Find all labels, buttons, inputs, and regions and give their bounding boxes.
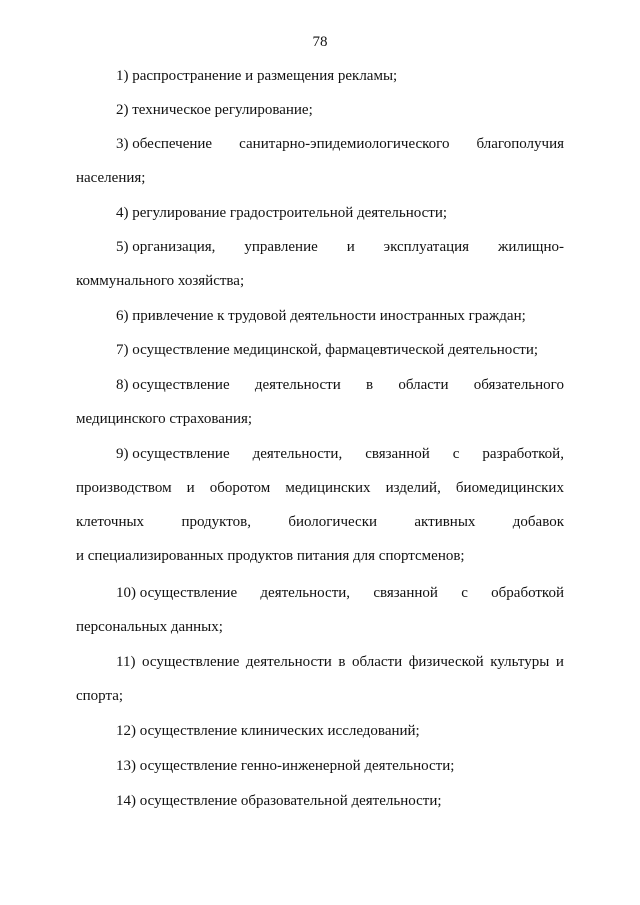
- list-item-11: 11) осуществление деятельности в области физической культуры и спорта;: [76, 645, 564, 713]
- list-item-5-line-1: 5) организация, управление и эксплуатация жилищно-: [116, 239, 564, 255]
- list-item-14: 14) осуществление образовательной деятельности;: [116, 793, 442, 809]
- list-item-9-line-2: производством и оборотом медицинских изделий, биомедицинских: [76, 480, 564, 496]
- list-item-8-line-1: 8) осуществление деятельности в области обязательного: [116, 377, 564, 393]
- list-item-3-line-1: 3) обеспечение санитарно-эпидемиологического благополучия: [116, 136, 564, 152]
- list-item-4: 4) регулирование градостроительной деятельности;: [116, 205, 448, 221]
- list-item-11-line-1: 11) осуществление деятельности в области физической культуры и: [116, 654, 564, 670]
- list-item-10: 10) осуществление деятельности, связанной с обработкой персональных данных;: [76, 576, 564, 644]
- list-item-5: 5) организация, управление и эксплуатация жилищно- коммунального хозяйства;: [76, 230, 564, 298]
- list-item-12: 12) осуществление клинических исследований;: [116, 723, 420, 739]
- list-item-9-line-3: клеточных продуктов, биологически активных добавок: [76, 514, 564, 530]
- list-item-9: 9) осуществление деятельности, связанной с разработкой, производством и оборотом медицинских изделий, биомедицинских клеточных продуктов, биологически активных добавок и специализированных продуктов питания для спортсменов;: [76, 437, 564, 573]
- list-item-6: 6) привлечение к трудовой деятельности иностранных граждан;: [116, 308, 526, 324]
- list-item-2: 2) техническое регулирование;: [116, 102, 313, 118]
- list-item-10-line-1: 10) осуществление деятельности, связанной с обработкой: [116, 585, 564, 601]
- page-number: 78: [312, 34, 328, 50]
- list-item-9-line-1: 9) осуществление деятельности, связанной с разработкой,: [116, 446, 564, 462]
- list-item-7: 7) осуществление медицинской, фармацевтической деятельности;: [116, 342, 539, 358]
- list-item-13: 13) осуществление генно-инженерной деятельности;: [116, 758, 455, 774]
- list-item-8: 8) осуществление деятельности в области обязательного медицинского страхования;: [76, 368, 564, 436]
- list-item-3: 3) обеспечение санитарно-эпидемиологического благополучия населения;: [76, 127, 564, 195]
- list-item-1: 1) распространение и размещения рекламы;: [116, 68, 398, 84]
